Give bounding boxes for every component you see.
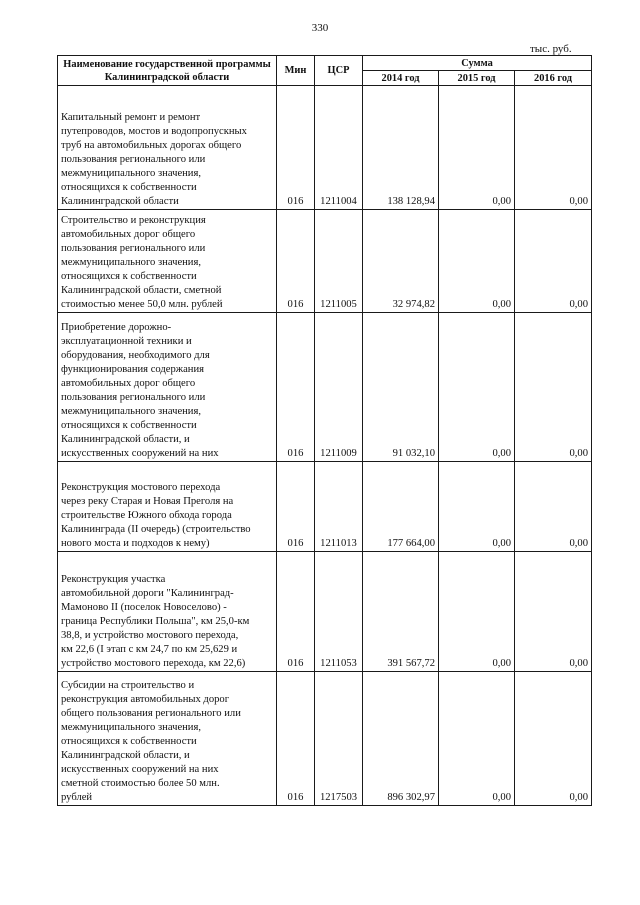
header-year-2014: 2014 год [363,71,439,86]
row-program-name [58,86,277,210]
row-csr: 1217503 [315,672,363,806]
row-program-name-text: Реконструкция мостового перехода через реку Старая и Новая Преголя на строительстве Южного обхода города Калининграда (II очередь) (строительство нового моста и подходов к нему) [61,482,251,549]
row-value-2014: 391 567,72 [363,552,439,672]
unit-label: тыс. руб. [530,43,572,55]
row-min: 016 [277,552,315,672]
row-value-2015: 0,00 [439,462,515,552]
row-min: 016 [277,462,315,552]
header-year-2016: 2016 год [515,71,592,86]
row-program-name [58,462,277,552]
page-number: 330 [311,22,329,34]
row-min: 016 [277,86,315,210]
row-program-name [58,210,277,313]
budget-table [57,55,592,806]
table-row [58,552,592,672]
table-row [58,86,592,210]
row-program-name-text: Реконструкция участка автомобильной дороги "Калининград- Мамоново II (поселок Новоселово) - граница Республики Польша", км 25,0-км 38,8, и устройство мостового перехода, км 22,6 (I этап с км 24,7 по км 25,629 и устройство мостового перехода, км 22,6) [61,574,250,669]
row-value-2016: 0,00 [515,210,592,313]
row-program-name-text: Строительство и реконструкция автомобильных дорог общего пользования регионального или межмуниципального значения, относящихся к собственности Калининградской области, сметной стоимостью менее 50,0 млн. рублей [61,215,223,310]
row-program-name-text: Приобретение дорожно- эксплуатационной техники и оборудования, необходимого для функционирования содержания автомобильных дорог общего пользования регионального или межмуниципального значения, относящихся к собственности Калининградской области, и искусственных сооружений на них [61,322,219,459]
row-csr: 1211053 [315,552,363,672]
table-row [58,210,592,313]
row-value-2015: 0,00 [439,210,515,313]
row-value-2016: 0,00 [515,552,592,672]
table-row [58,672,592,806]
row-program-name-text: Субсидии на строительство и реконструкция автомобильных дорог общего пользования регионального или межмуниципального значения, относящихся к собственности Калининградской области, и искусственных сооружений на них сметной стоимостью более 50 млн. рублей [61,680,241,803]
row-value-2015: 0,00 [439,86,515,210]
row-value-2016: 0,00 [515,672,592,806]
header-program-name: Наименование государственной программы Калининградской области [58,56,277,86]
row-csr: 1211004 [315,86,363,210]
row-min: 016 [277,210,315,313]
row-value-2016: 0,00 [515,462,592,552]
row-min: 016 [277,313,315,462]
row-value-2016: 0,00 [515,313,592,462]
row-program-name [58,313,277,462]
row-csr: 1211009 [315,313,363,462]
row-value-2014: 177 664,00 [363,462,439,552]
row-value-2014: 896 302,97 [363,672,439,806]
table-row [58,462,592,552]
header-year-2015: 2015 год [439,71,515,86]
row-value-2015: 0,00 [439,313,515,462]
row-value-2014: 91 032,10 [363,313,439,462]
header-min: Мин [277,56,315,86]
row-value-2014: 138 128,94 [363,86,439,210]
row-csr: 1211005 [315,210,363,313]
row-program-name [58,552,277,672]
row-value-2016: 0,00 [515,86,592,210]
row-program-name-text: Капитальный ремонт и ремонт путепроводов, мостов и водопропускных труб на автомобильных дорогах общего пользования регионального или межмуниципального значения, относящихся к собственности Калининградской области [61,112,247,207]
header-csr: ЦСР [315,56,363,86]
header-sum: Сумма [363,56,592,71]
row-min: 016 [277,672,315,806]
row-program-name [58,672,277,806]
table-row [58,313,592,462]
row-value-2015: 0,00 [439,552,515,672]
row-value-2014: 32 974,82 [363,210,439,313]
row-csr: 1211013 [315,462,363,552]
row-value-2015: 0,00 [439,672,515,806]
